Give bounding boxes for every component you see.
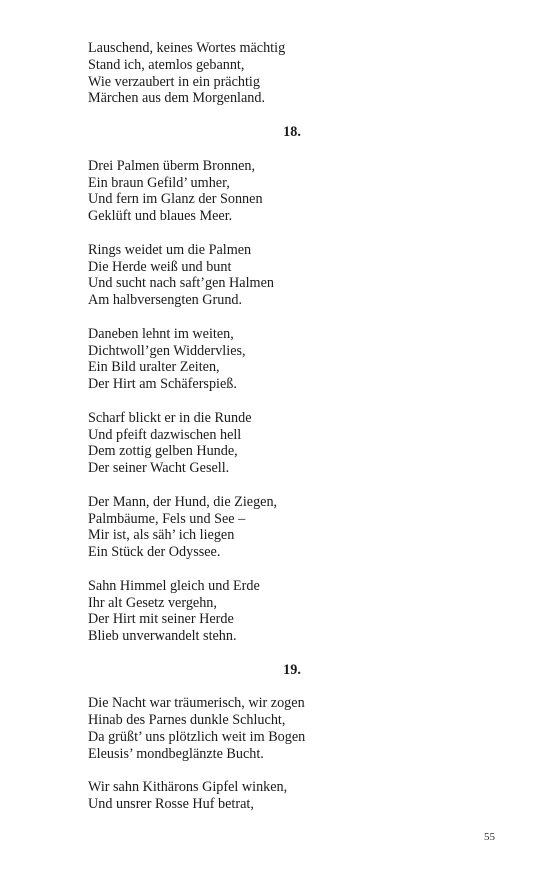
verse-line: Der seiner Wacht Gesell.: [88, 460, 230, 477]
stanza: [88, 410, 508, 477]
stanza: [88, 494, 508, 561]
verse-line: Die Nacht war träumerisch, wir zogen: [88, 695, 305, 712]
verse-line: Der Hirt mit seiner Herde: [88, 611, 234, 628]
stanza: [88, 779, 508, 813]
stanza: [88, 695, 508, 762]
verse-line: Der Mann, der Hund, die Ziegen,: [88, 493, 278, 510]
stanza: [88, 158, 508, 225]
verse-line: Und sucht nach saft’gen Halmen: [88, 275, 274, 292]
verse-line: Der Hirt am Schäferspieß.: [88, 376, 237, 393]
verse-line: Rings weidet um die Palmen: [88, 241, 252, 258]
verse-line: Lauschend, keines Wortes mächtig: [88, 40, 286, 56]
verse-line: Dem zottig gelben Hunde,: [88, 443, 238, 460]
stanza: [88, 242, 508, 309]
stanza: [88, 326, 508, 393]
verse-line: Und fern im Glanz der Sonnen: [88, 191, 263, 208]
stanza: [88, 578, 508, 645]
verse-line: Eleusis’ mondbeglänzte Bucht.: [88, 745, 264, 762]
verse-line: Sahn Himmel gleich und Erde: [88, 577, 260, 594]
verse-line: Blieb unverwandelt stehn.: [88, 628, 237, 645]
page-number: 55: [484, 831, 495, 843]
verse-line: Da grüßt’ uns plötzlich weit im Bogen: [88, 729, 306, 746]
poem-number: 18.: [283, 123, 301, 140]
verse-line: Palmbäume, Fels und See –: [88, 510, 246, 527]
verse-line: Ein braun Gefild’ umher,: [88, 174, 230, 191]
verse-line: Wie verzaubert in ein prächtig: [88, 73, 260, 90]
verse-line: Mir ist, als säh’ ich liegen: [88, 527, 235, 544]
verse-line: Ein Stück der Odyssee.: [88, 544, 221, 561]
verse-line: Und pfeift dazwischen hell: [88, 426, 242, 443]
verse-line: Geklüft und blaues Meer.: [88, 208, 233, 225]
verse-line: Stand ich, atemlos gebannt,: [88, 56, 245, 73]
verse-line: Daneben lehnt im weiten,: [88, 325, 234, 342]
poem-number: 19.: [283, 661, 301, 678]
verse-line: Märchen aus dem Morgenland.: [88, 90, 266, 107]
verse-line: Die Herde weiß und bunt: [88, 258, 232, 275]
verse-line: Und unsrer Rosse Huf betrat,: [88, 796, 254, 813]
verse-line: Wir sahn Kithärons Gipfel winken,: [88, 779, 288, 796]
stanza: [88, 40, 508, 107]
verse-line: Hinab des Parnes dunkle Schlucht,: [88, 712, 286, 729]
verse-line: Scharf blickt er in die Runde: [88, 409, 252, 426]
verse-line: Drei Palmen überm Bronnen,: [88, 157, 256, 174]
verse-line: Am halbversengten Grund.: [88, 292, 243, 309]
verse-line: Ihr alt Gesetz vergehn,: [88, 594, 217, 611]
poem-page: [88, 40, 508, 830]
verse-line: Ein Bild uralter Zeiten,: [88, 359, 220, 376]
verse-line: Dichtwoll’gen Widdervlies,: [88, 342, 246, 359]
